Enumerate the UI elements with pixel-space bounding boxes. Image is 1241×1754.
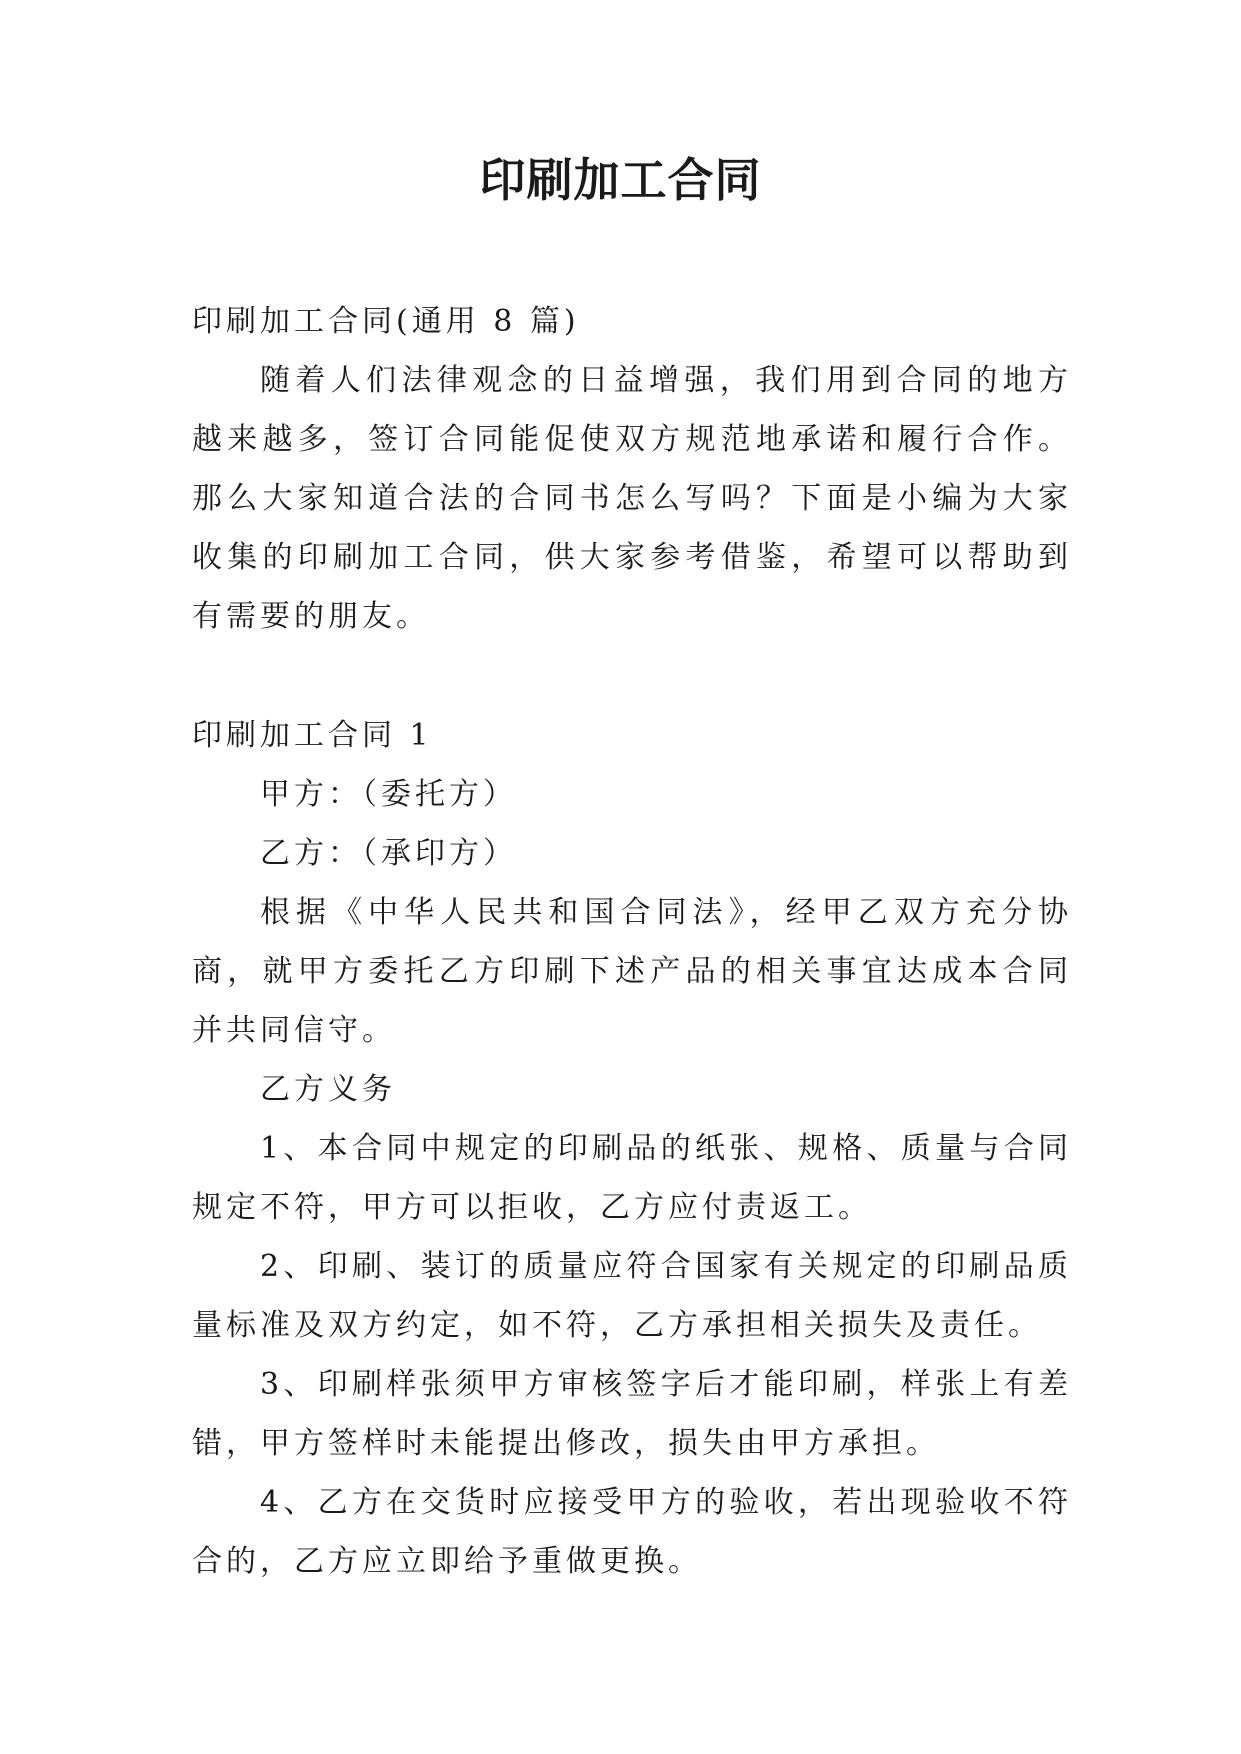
party-a-line: 甲方：（委托方） (260, 777, 517, 812)
clause-paragraph: 1、本合同中规定的印刷品的纸张、规格、质量与合同规定不符，甲方可以拒收，乙方应付责返工。 (192, 1131, 1072, 1225)
document-title: 印刷加工合同 (479, 153, 762, 207)
obligations-heading: 乙方义务 (260, 1072, 396, 1107)
document-subtitle: 印刷加工合同(通用 8 篇) (192, 304, 580, 339)
intro-paragraph: 随着人们法律观念的日益增强，我们用到合同的地方越来越多，签订合同能促使双方规范地承诺和履行合作。那么大家知道合法的合同书怎么写吗？下面是小编为大家收集的印刷加工合同，供大家参考借鉴，希望可以帮助到有需要的朋友。 (192, 363, 1072, 634)
section-heading: 印刷加工合同 1 (192, 718, 433, 753)
clause-paragraph: 2、印刷、装订的质量应符合国家有关规定的印刷品质量标准及双方约定，如不符，乙方承担相关损失及责任。 (192, 1249, 1072, 1343)
party-b-line: 乙方：（承印方） (260, 836, 517, 871)
document-body (192, 292, 1072, 1591)
section-spacer (192, 646, 1072, 706)
preamble-paragraph: 根据《中华人民共和国合同法》，经甲乙双方充分协商，就甲方委托乙方印刷下述产品的相关事宜达成本合同并共同信守。 (192, 895, 1072, 1048)
clause-paragraph: 3、印刷样张须甲方审核签字后才能印刷，样张上有差错，甲方签样时未能提出修改，损失由甲方承担。 (192, 1367, 1072, 1461)
clause-paragraph: 4、乙方在交货时应接受甲方的验收，若出现验收不符合的，乙方应立即给予重做更换。 (192, 1485, 1072, 1579)
